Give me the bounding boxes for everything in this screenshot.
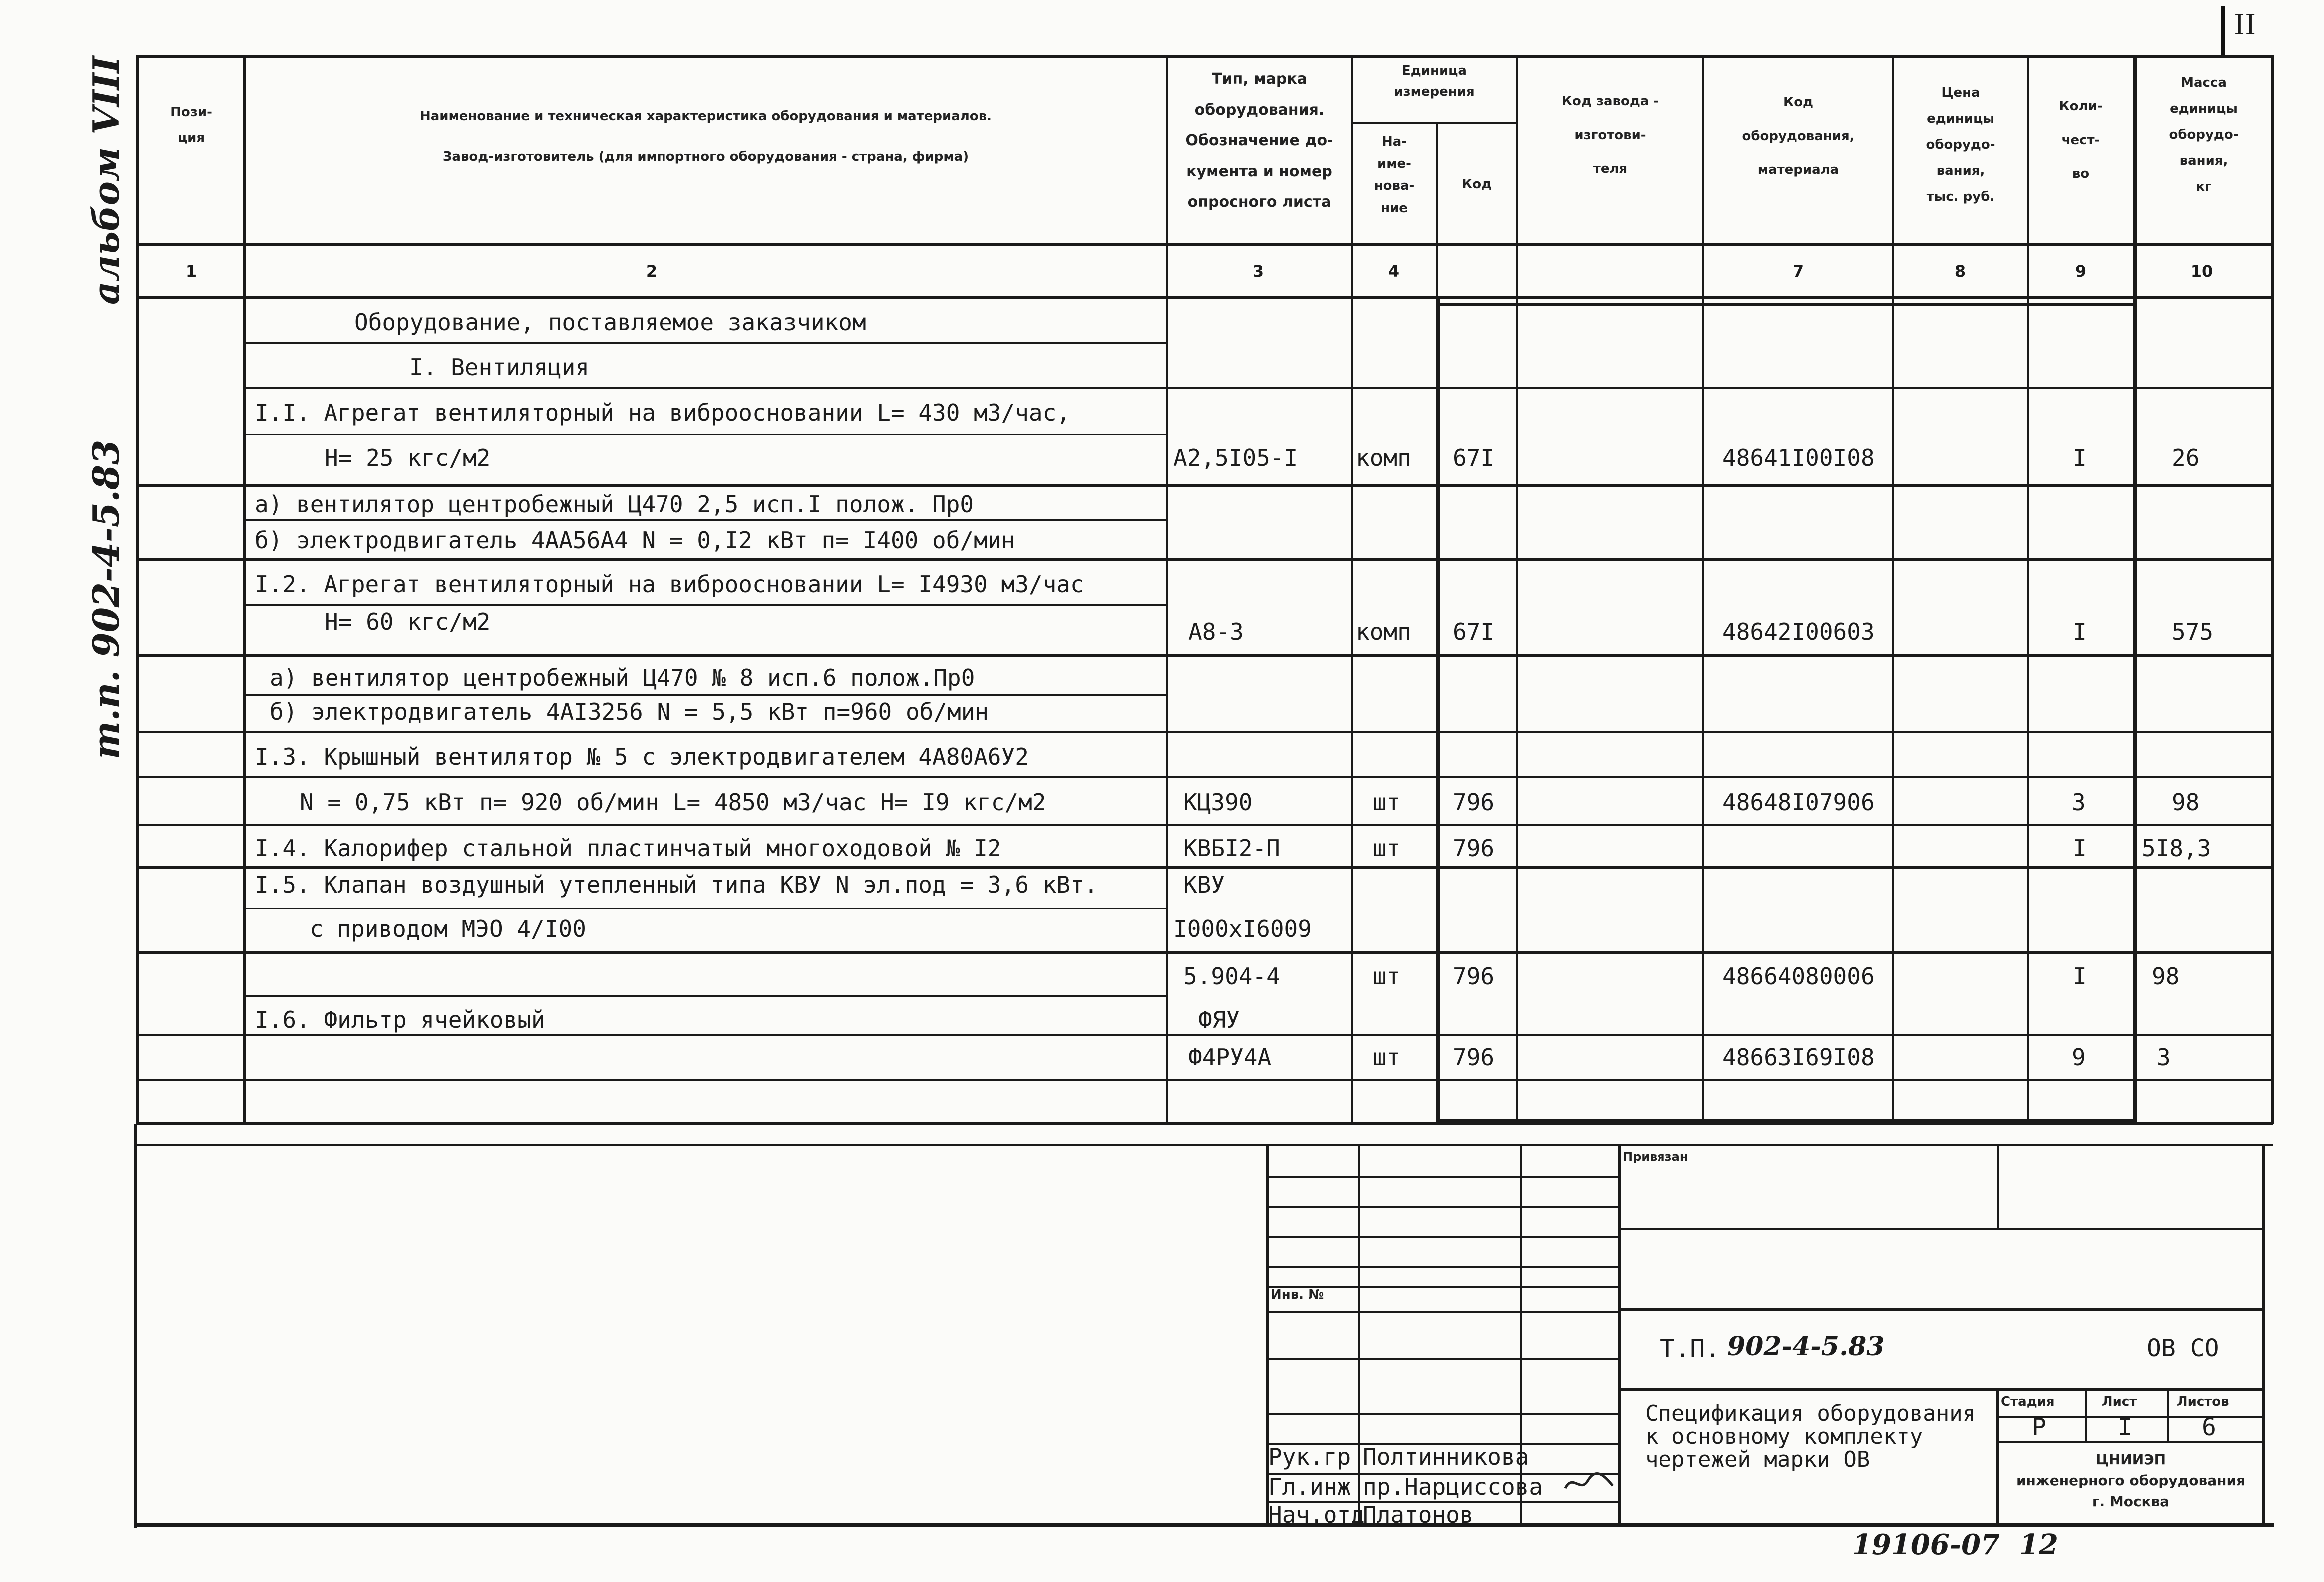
- row-name: Оборудование, поставляемое заказчиком: [354, 309, 866, 336]
- col-unit-name-header: На- име- нова- ние: [1374, 134, 1415, 216]
- col-position-header: Пози- ция: [170, 105, 212, 145]
- stage-value: Р: [2032, 1413, 2046, 1441]
- signer-role: Нач.отд: [1268, 1501, 1365, 1528]
- row-qty: 9: [2072, 1044, 2086, 1071]
- sheets-label: Листов: [2177, 1394, 2229, 1409]
- signer-name: Платонов: [1363, 1501, 1474, 1528]
- col-number: 4: [1388, 262, 1400, 281]
- row-mass: 98: [2152, 963, 2180, 990]
- row-unit: шт: [1373, 963, 1401, 990]
- signer-name: пр.Нарциссова: [1363, 1473, 1543, 1500]
- row-type: Ф4РУ4А: [1188, 1044, 1272, 1071]
- footer-number: 19106-07 12: [1852, 1528, 2058, 1561]
- col-number: 1: [185, 262, 197, 281]
- row-name: с приводом МЭО 4/I00: [310, 915, 586, 942]
- row-unit-code: 796: [1453, 835, 1495, 862]
- row-equip-code: 48663I69I08: [1722, 1044, 1875, 1071]
- col-type-header: Тип, марка оборудования. Обозначение до- кумента и номер опросного листа: [1185, 70, 1333, 211]
- row-unit: шт: [1373, 789, 1401, 816]
- row-name: I.2. Агрегат вентиляторный на виброосновании L= I4930 м3/час: [255, 571, 1084, 598]
- row-name: I.I. Агрегат вентиляторный на виброосновании L= 430 м3/час,: [255, 399, 1070, 426]
- project-number: 902-4-5.83: [1727, 1331, 1885, 1362]
- col-number: 7: [1792, 262, 1804, 281]
- row-unit-code: 796: [1453, 963, 1495, 990]
- signer-role: Рук.гр: [1268, 1443, 1351, 1470]
- row-equip-code: 48642I00603: [1722, 618, 1875, 645]
- document-mark: ОВ СО: [2147, 1334, 2219, 1362]
- privyazan-label: Привязан: [1623, 1150, 1688, 1164]
- row-mass: 575: [2172, 618, 2214, 645]
- row-name: I.4. Калорифер стальной пластинчатый многоходовой № I2: [255, 835, 1001, 862]
- col-number: 8: [1954, 262, 1966, 281]
- sheets-value: 6: [2202, 1413, 2216, 1441]
- signer-name: Полтинникова: [1363, 1443, 1529, 1470]
- row-unit: комп: [1356, 618, 1411, 645]
- col-number: 9: [2075, 262, 2087, 281]
- row-name: N = 0,75 кВт п= 920 об/мин L= 4850 м3/час H= I9 кгс/м2: [300, 789, 1046, 816]
- row-equip-code: 48648I07906: [1722, 789, 1875, 816]
- row-type: 5.904-4: [1183, 963, 1280, 990]
- row-type: КВУ: [1183, 871, 1225, 898]
- row-qty: I: [2073, 963, 2087, 990]
- row-name: I. Вентиляция: [409, 354, 590, 381]
- col-qty-header: Коли- чест- во: [2059, 99, 2103, 182]
- document-title: Спецификация оборудования к основному комплекту чертежей марки ОВ: [1645, 1401, 1976, 1473]
- row-qty: 3: [2072, 789, 2086, 816]
- row-equip-code: 48664080006: [1722, 963, 1875, 990]
- row-type: А8-3: [1188, 618, 1244, 645]
- row-name: H= 25 кгс/м2: [325, 444, 491, 471]
- row-name: б) электродвигатель 4АI3256 N = 5,5 кВт п=960 об/мин: [270, 698, 989, 725]
- row-qty: I: [2073, 444, 2087, 471]
- col-number: 3: [1252, 262, 1264, 281]
- col-name-header: [246, 104, 1166, 169]
- row-name: I.3. Крышный вентилятор № 5 с электродвигателем 4А80А6У2: [255, 743, 1029, 770]
- row-type: КВБI2-П: [1183, 835, 1280, 862]
- album-label: альбом VIII: [85, 56, 127, 305]
- stage-label: Стадия: [2001, 1394, 2055, 1409]
- row-unit-code: 67I: [1453, 444, 1495, 471]
- row-type: I000хI6009: [1173, 915, 1312, 942]
- row-mass: 26: [2172, 444, 2200, 471]
- row-type: А2,5I05-I: [1173, 444, 1298, 471]
- row-qty: I: [2073, 835, 2087, 862]
- col-unit-group-header: Единица измерения: [1394, 63, 1475, 99]
- page-number: II: [2234, 9, 2256, 41]
- row-equip-code: 48641I00I08: [1722, 444, 1875, 471]
- col-unit-code-header: Код: [1461, 177, 1492, 192]
- row-unit: комп: [1356, 444, 1411, 471]
- row-name: H= 60 кгс/м2: [325, 608, 491, 635]
- row-type: КЦ390: [1183, 789, 1253, 816]
- row-unit-code: 67I: [1453, 618, 1495, 645]
- row-mass: 98: [2172, 789, 2200, 816]
- row-name: б) электродвигатель 4АА56А4 N = 0,I2 кВт п= I400 об/мин: [255, 527, 1015, 554]
- row-qty: I: [2073, 618, 2087, 645]
- sheet-label: Лист: [2102, 1394, 2137, 1409]
- row-unit: шт: [1373, 835, 1401, 862]
- row-name: I.5. Клапан воздушный утепленный типа КВУ N эл.под = 3,6 кВт.: [255, 871, 1098, 898]
- row-unit-code: 796: [1453, 789, 1495, 816]
- organization: ЦНИИЭП инженерного оборудования г. Москва: [2016, 1451, 2246, 1510]
- col-name-header-line1: Наименование и техническая характеристика оборудования и материалов.: [419, 109, 992, 124]
- inv-no-label: Инв. №: [1271, 1287, 1324, 1302]
- signer-role: Гл.инж: [1268, 1473, 1351, 1500]
- col-maker-header: Код завода - изготови- теля: [1561, 94, 1659, 177]
- col-price-header: Цена единицы оборудо- вания, тыс. руб.: [1926, 85, 1995, 204]
- row-name: I.6. Фильтр ячейковый: [255, 1006, 545, 1033]
- col-equip-code-header: Код оборудования, материала: [1742, 95, 1855, 178]
- signature-icon: [1563, 1468, 1618, 1498]
- row-mass: 5I8,3: [2142, 835, 2211, 862]
- project-side-label: т.п. 902-4-5.83: [85, 439, 127, 759]
- col-number: 2: [646, 262, 658, 281]
- row-name: а) вентилятор центробежный Ц470 2,5 исп.I полож. Пр0: [255, 491, 974, 518]
- row-mass: 3: [2157, 1044, 2171, 1071]
- sheet-value: I: [2118, 1413, 2132, 1441]
- project-code-label: Т.П.: [1660, 1334, 1720, 1363]
- row-type: ФЯУ: [1198, 1006, 1240, 1033]
- row-unit-code: 796: [1453, 1044, 1495, 1071]
- col-mass-header: Масса единицы оборудо- вания, кг: [2169, 75, 2239, 194]
- row-name: а) вентилятор центробежный Ц470 № 8 исп.6 полож.Пр0: [270, 664, 975, 691]
- col-name-header-line2: Завод-изготовитель (для импортного оборудования - страна, фирма): [442, 149, 969, 164]
- col-number: 10: [2190, 262, 2213, 281]
- row-unit: шт: [1373, 1044, 1401, 1071]
